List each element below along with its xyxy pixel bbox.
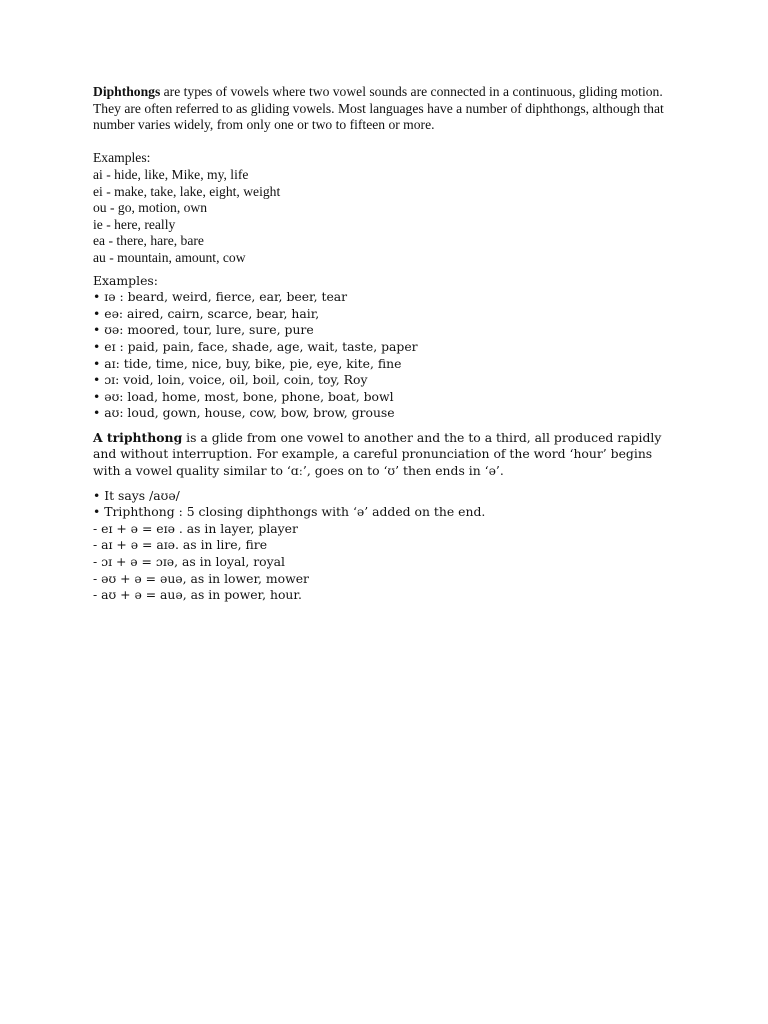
triphthong-item: - ɔɪ + ə = ɔɪə, as in loyal, royal <box>93 554 285 570</box>
intro-text: are types of vowels where two vowel sounds are connected in a continuous, gliding motion. They are often referred to as gliding vowels. Most languages have a number of diphthongs, although that number varies widely, from only one or two to fifteen or more. <box>93 84 664 133</box>
diphthong-item: • əʊ: load, home, most, bone, phone, boat, bowl <box>93 388 394 404</box>
diphthong-item: • ɪə : beard, weird, fierce, ear, beer, tear <box>93 289 348 305</box>
intro-paragraph <box>93 84 683 134</box>
example-item: au - mountain, amount, cow <box>93 249 246 265</box>
examples-heading-1: Examples: <box>93 150 151 166</box>
examples-list-1 <box>93 150 683 266</box>
triphthong-item: • Triphthong : 5 closing diphthongs with ‘ə’ added on the end. <box>93 504 486 520</box>
diphthong-item: • eə: aired, cairn, scarce, bear, hair, <box>93 305 320 321</box>
example-item: ea - there, hare, bare <box>93 233 204 249</box>
triphthong-paragraph <box>93 430 683 480</box>
diphthong-item: • ʊə: moored, tour, lure, sure, pure <box>93 322 314 338</box>
examples-list-2 <box>93 273 683 422</box>
example-item: ou - go, motion, own <box>93 200 208 216</box>
examples-heading-2: Examples: <box>93 272 158 288</box>
triphthong-term: A triphthong <box>93 429 183 445</box>
diphthong-item: • ɔɪ: void, loin, voice, oil, boil, coin, toy, Roy <box>93 372 368 388</box>
triphthong-item: - aʊ + ə = auə, as in power, hour. <box>93 587 302 603</box>
triphthong-item: • It says /aʊə/ <box>93 487 180 503</box>
example-item: ie - here, really <box>93 216 176 232</box>
diphthong-item: • aɪ: tide, time, nice, buy, bike, pie, eye, kite, fine <box>93 355 402 371</box>
document-page <box>93 84 683 604</box>
triphthong-item: - eɪ + ə = eɪə . as in layer, player <box>93 520 298 536</box>
example-item: ei - make, take, lake, eight, weight <box>93 183 281 199</box>
triphthong-list <box>93 488 683 604</box>
diphthong-item: • aʊ: loud, gown, house, cow, bow, brow, grouse <box>93 405 395 421</box>
triphthong-item: - əʊ + ə = əuə, as in lower, mower <box>93 570 309 586</box>
triphthong-text: is a glide from one vowel to another and the to a third, all produced rapidly and without interruption. For example, a careful pronunciation of the word ‘hour’ begins with a vowel quality similar to ‘ɑː’, goes on to ‘ʊ’ then ends in ‘ə’. <box>93 429 662 479</box>
diphthong-item: • eɪ : paid, pain, face, shade, age, wait, taste, paper <box>93 338 418 354</box>
triphthong-item: - aɪ + ə = aɪə. as in lire, fire <box>93 537 268 553</box>
example-item: ai - hide, like, Mike, my, life <box>93 166 249 182</box>
intro-term: Diphthongs <box>93 84 161 99</box>
